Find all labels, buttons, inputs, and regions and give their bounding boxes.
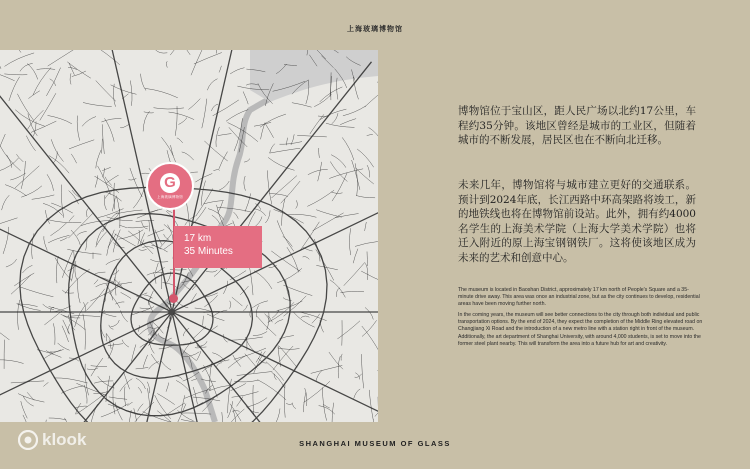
location-dot <box>169 294 178 303</box>
museum-pin-badge[interactable] <box>146 162 194 210</box>
river-mouth <box>250 50 378 102</box>
footer-title: SHANGHAI MUSEUM OF GLASS <box>299 439 451 448</box>
distance-callout <box>174 226 262 268</box>
callout-distance: 17 km <box>184 233 212 244</box>
callout-time: 35 Minutes <box>184 246 233 257</box>
english-paragraph-1: The museum is located in Baoshan District, approximately 17 km north of People's Square and a 35-minute drive away. This area was once an industrial zone, but as the city continues to develop, residential areas have been moving further north. <box>458 287 700 308</box>
chinese-paragraph-1: 博物馆位于宝山区，距人民广场以北约17公里，车程约35分钟。该地区曾经是城市的工业区，但随着城市的不断发展，居民区也在不断向北迁移。 <box>458 105 696 146</box>
museum-letter-icon: G <box>160 173 180 193</box>
watermark-brand: klook <box>42 430 87 449</box>
badge-subtext: 上海玻璃博物馆 <box>157 194 183 199</box>
chinese-paragraph-2: 未来几年，博物馆将与城市建立更好的交通联系。预计到2024年底，长江西路中环高架路将竣工，新的地铁线也将在博物馆前设站。此外，拥有约4000名学生的上海美术学院（上海大学美术学院）也将迁入附近的原上海宝钢钢铁厂。这将使该地区成为未来的艺术和创意中心。 <box>458 179 696 264</box>
page-header-title: 上海玻璃博物馆 <box>347 25 403 33</box>
city-map <box>0 50 378 422</box>
english-paragraph-2: In the coming years, the museum will see better connections to the city through both individual and public transportation options. By the end of 2024, they expect the completion of the Middle Ring elevated road on Changjiang Xi Road and the introduction of a new metro line with a station right in front of the museum. Additionally, the art department of Shanghai University, with around 4,000 students, is set to move into the former steel plant nearby. This will transform the area into a future hub for art and creativity. <box>458 312 703 347</box>
